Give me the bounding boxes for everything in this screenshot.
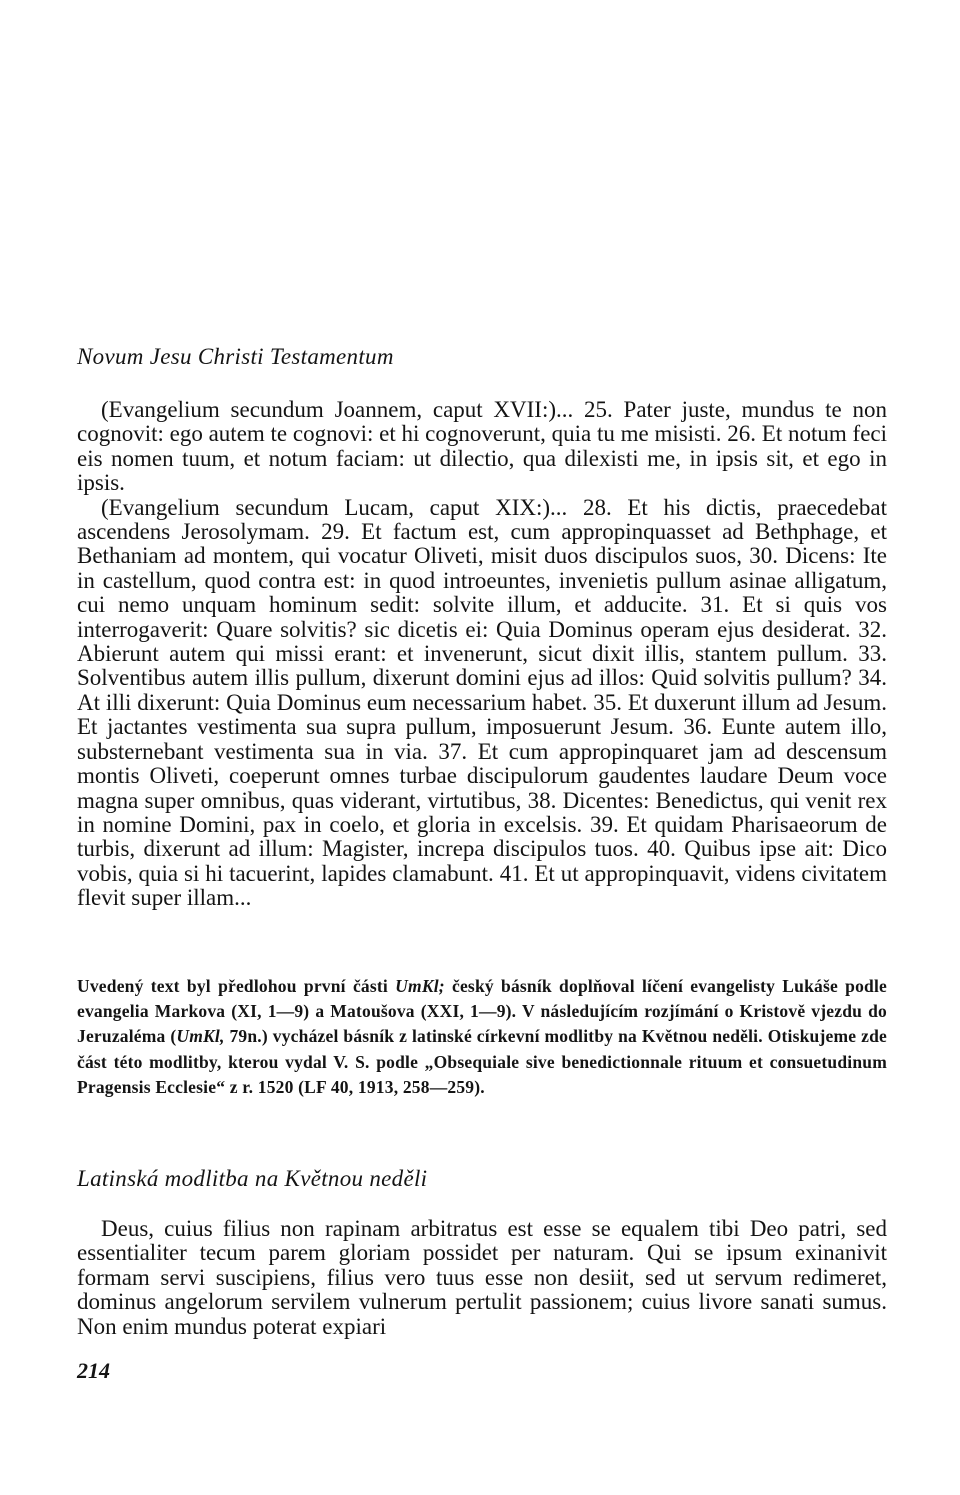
note-text-part-3: 79n.) vycházel básník z latinské církevní modlitby na Květnou neděli. Otiskujeme zde část této modlitby, kterou vydal V. S. podle „Obsequiale sive benedictionnale rituum et consuetudinum Pragensis Ecclesie“ z r. 1520 (LF 40, 1913, 258—259). [77, 1026, 887, 1097]
paragraph-joannes: (Evangelium secundum Joannem, caput XVII:)... 25. Pater juste, mundus te non cognovit: ego autem te cognovi: et hi cognoverunt, quia tu me misisti. 26. Et notum feci eis nomen tuum, et notum faciam: ut dilectio, qua dilexisti me, in ipsis sit, et ego in ipsis. [77, 397, 887, 496]
section-title-novum-testamentum: Novum Jesu Christi Testamentum [77, 344, 394, 369]
note-text-part-1: Uvedený text byl předlohou první části [77, 976, 396, 996]
editorial-note [77, 974, 887, 1100]
note-reference-umkl-2: UmKl, [176, 1026, 225, 1047]
note-reference-umkl-1: UmKl; [395, 976, 445, 996]
paragraph-deus: Deus, cuius filius non rapinam arbitratus est esse se equalem tibi Deo patri, sed essentialiter tecum parem gloriam possidet per naturam. Qui se ipsum exinanivit formam servi suscipiens, filius vero tuus esse non desiit, sed ut servum redimeret, dominus angelorum servilem vulnerum pertulit passionem; cuius livore sanati sumus. Non enim mundus poterat expiari [77, 1216, 887, 1339]
note-text-part-2: český básník doplňoval líčení evangelisty Lukáše podle evangelia Markova (XI, 1—9) a Matoušova (XXI, 1—9). V následujícím rozjímání o Kristově vjezdu do Jeruzaléma ( [77, 976, 887, 1047]
paragraph-lucas: (Evangelium secundum Lucam, caput XIX:)... 28. Et his dictis, praecedebat ascendens Jerosolymam. 29. Et factum est, cum appropinquasset ad Bethphage, et Bethaniam ad montem, qui vocatur Oliveti, misit duos discipulos suos, 30. Dicens: Ite in castellum, quod contra est: in quod introeuntes, invenietis pullum asinae alligatum, cui nemo unquam hominum sedit: solvite illum, et adducite. 31. Et si quis vos interrogaverit: Quare solvitis? sic dicetis ei: Quia Dominus operam ejus desiderat. 32. Abierunt autem qui missi erant: et invenerunt, sicut dixit illis, stantem pullum. 33. Solventibus autem illis pullum, dixerunt domini ejus ad illos: Quid solvitis pullum? 34. At illi dixerunt: Quia Dominus eum necessarium habet. 35. Et duxerunt illum ad Jesum. Et jactantes vestimenta sua supra pullum, imposuerunt Jesum. 36. Eunte autem illo, substernebant vestimenta sua in via. 37. Et cum appropinquaret jam ad descensum montis Oliveti, coeperunt omnes turbae discipulorum gaudentes laudare Deum voce magna super omnibus, quas viderant, virtutibus, 38. Dicentes: Benedictus, qui venit rex in nomine Domini, pax in coelo, et gloria in excelsis. 39. Et quidam Pharisaeorum de turbis, dixerunt ad illum: Magister, increpa discipulos tuos. 40. Quibus ipse ait: Dico vobis, quia si hi tacuerint, lapides clamabunt. 41. Et ut appropinquavit, videns civitatem flevit super illam... [77, 494, 887, 911]
document-page [77, 0, 887, 1495]
prayer-text [77, 1217, 887, 1339]
section-title-latinska-modlitba: Latinská modlitba na Květnou neděli [77, 1166, 428, 1191]
gospel-excerpts [77, 398, 887, 911]
editorial-note-text [77, 974, 887, 1100]
page-number: 214 [77, 1358, 110, 1383]
